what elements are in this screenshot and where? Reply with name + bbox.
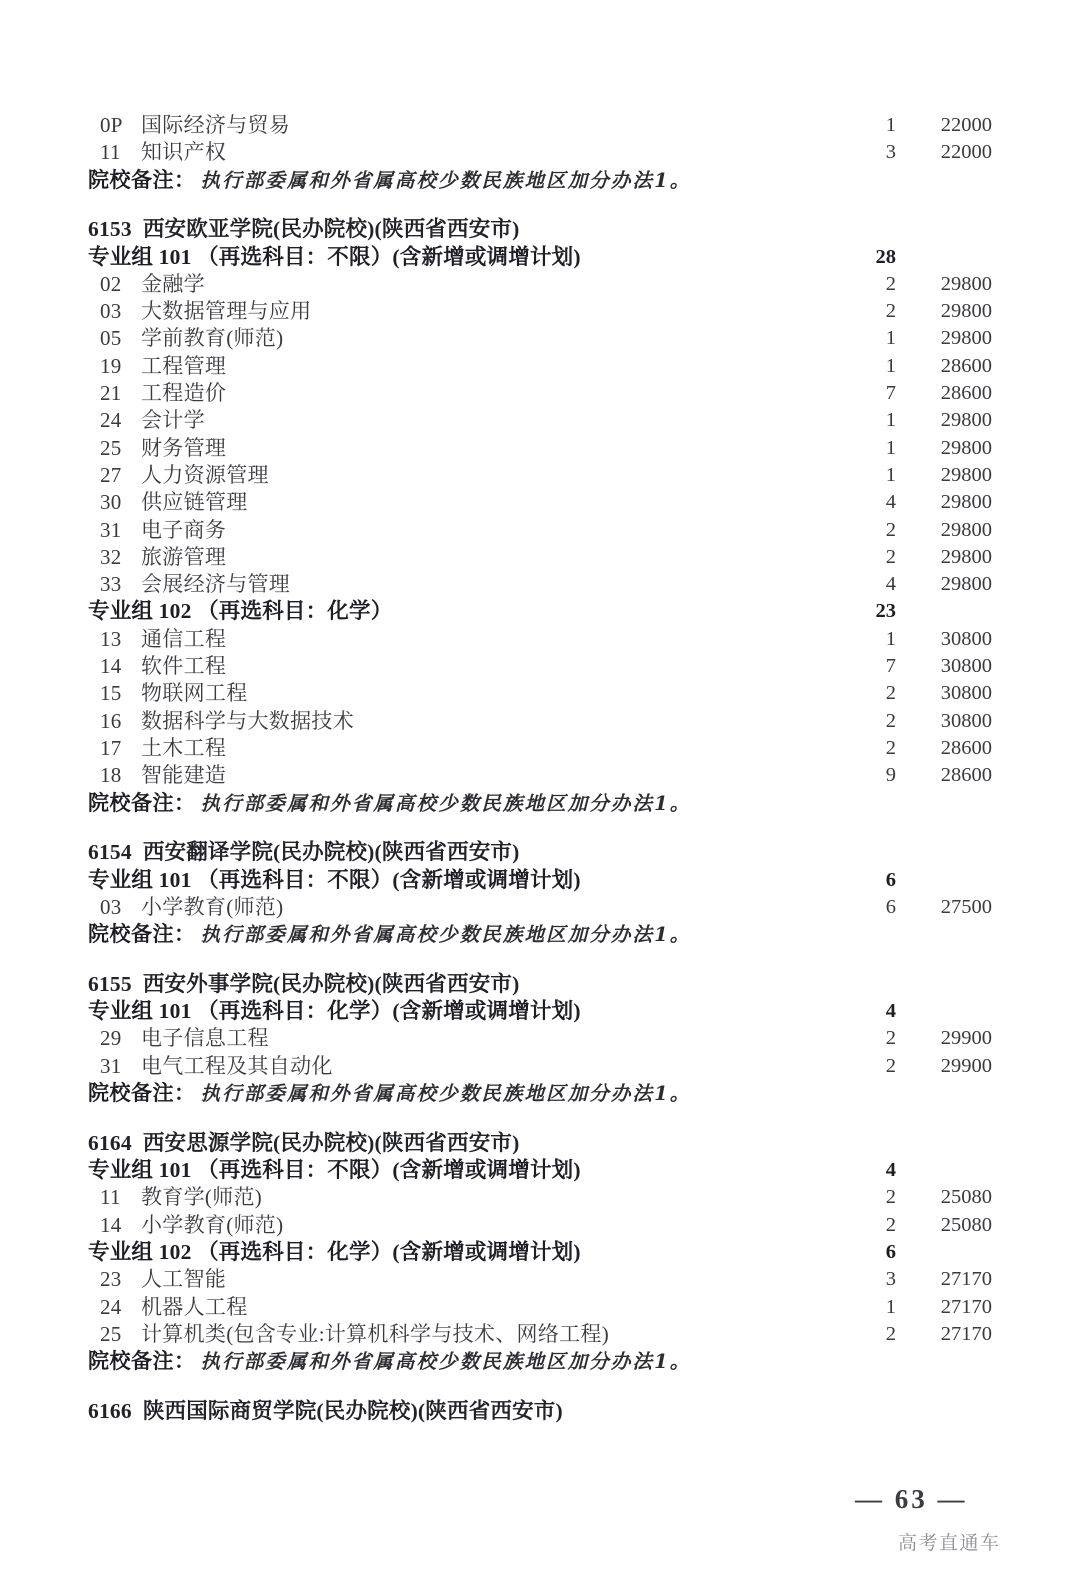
school-name: 西安外事学院(民办院校)(陕西省西安市) (142, 971, 520, 996)
school-note (88, 167, 691, 194)
major-name: 财务管理 (141, 435, 227, 460)
major-name: 工程造价 (141, 381, 227, 406)
major-plan-count: 2 (885, 300, 896, 323)
major-group-title: 专业组 101 （再选科目：不限）(含新增或调增计划) (88, 1158, 581, 1183)
major-plan-count: 1 (885, 114, 896, 136)
major-tuition: 28600 (940, 382, 992, 405)
major-tuition: 29800 (940, 463, 992, 486)
major-plan-count: 9 (885, 764, 896, 787)
school-note-label: 院校备注： (88, 1081, 196, 1106)
major-group-title: 专业组 102 （再选科目：化学） (88, 599, 393, 624)
school-note-label: 院校备注： (88, 1349, 196, 1374)
school-row (0, 839, 1080, 866)
major-code: 29 (100, 1026, 122, 1051)
major-plan-count: 2 (885, 1186, 896, 1209)
major-code: 30 (100, 490, 122, 515)
major-plan-count: 1 (885, 354, 896, 377)
major-row (0, 544, 1080, 571)
major-name: 国际经济与贸易 (141, 113, 291, 137)
major-entry (100, 298, 311, 325)
school-note-row (0, 167, 1080, 194)
major-entry (100, 571, 290, 598)
major-entry (100, 735, 226, 762)
major-plan-count: 2 (885, 1213, 896, 1236)
major-name: 数据科学与大数据技术 (141, 708, 354, 733)
major-row (0, 680, 1080, 707)
major-plan-count: 6 (885, 895, 896, 918)
major-row (0, 489, 1080, 516)
major-code: 13 (100, 626, 122, 651)
major-code: 18 (100, 763, 122, 788)
major-name: 物联网工程 (141, 681, 248, 706)
major-plan-count: 4 (885, 491, 896, 514)
major-plan-count: 1 (885, 463, 896, 486)
major-row (0, 708, 1080, 735)
major-name: 电子信息工程 (141, 1026, 269, 1051)
major-row (0, 353, 1080, 380)
major-plan-count: 2 (885, 545, 896, 568)
major-group-title: 专业组 101 （再选科目：化学）(含新增或调增计划) (88, 999, 581, 1024)
major-group-row (0, 998, 1080, 1025)
major-entry (100, 1025, 269, 1052)
major-name: 通信工程 (141, 626, 227, 651)
major-tuition: 28600 (940, 736, 992, 759)
major-row (0, 325, 1080, 352)
major-tuition: 30800 (940, 627, 992, 650)
major-name: 会计学 (141, 408, 205, 433)
major-entry (100, 112, 290, 139)
major-plan-count: 2 (885, 736, 896, 759)
major-entry (100, 1294, 248, 1321)
major-row (0, 298, 1080, 325)
major-row (0, 435, 1080, 462)
major-row (0, 1184, 1080, 1211)
major-tuition: 29800 (940, 272, 992, 295)
major-row (0, 894, 1080, 921)
major-row (0, 112, 1080, 139)
major-tuition: 27170 (940, 1268, 992, 1291)
major-plan-count: 4 (885, 573, 896, 596)
major-group-row (0, 244, 1080, 271)
major-name: 土木工程 (141, 735, 227, 760)
major-row (0, 626, 1080, 653)
major-tuition: 29900 (940, 1054, 992, 1077)
major-plan-count: 7 (885, 382, 896, 405)
school-row (0, 1398, 1080, 1425)
major-entry (100, 462, 269, 489)
major-tuition: 27500 (940, 895, 992, 918)
major-row (0, 1294, 1080, 1321)
group-plan-count: 6 (885, 1240, 896, 1263)
major-tuition: 30800 (940, 682, 992, 705)
major-tuition: 22000 (940, 141, 992, 164)
major-row (0, 1321, 1080, 1348)
major-entry (100, 708, 354, 735)
group-plan-count: 28 (875, 245, 896, 268)
major-tuition: 22000 (940, 114, 992, 136)
major-group-row (0, 598, 1080, 625)
school-code: 6153 (88, 217, 132, 242)
school-row (0, 1130, 1080, 1157)
major-name: 大数据管理与应用 (141, 299, 312, 324)
major-code: 32 (100, 544, 122, 569)
major-name: 供应链管理 (141, 490, 248, 515)
major-name: 机器人工程 (141, 1294, 248, 1319)
school-note-row (0, 921, 1080, 948)
school-name: 西安翻译学院(民办院校)(陕西省西安市) (142, 840, 520, 865)
major-group-row (0, 1239, 1080, 1266)
major-entry (100, 1053, 333, 1080)
major-name: 小学教育(师范) (141, 894, 284, 919)
school-note-body: 执行部委属和外省属高校少数民族地区加分办法1。 (200, 791, 692, 815)
school-note-label: 院校备注： (88, 790, 196, 815)
major-entry (100, 407, 205, 434)
major-entry (100, 544, 226, 571)
major-code: 19 (100, 353, 122, 378)
school-note-body: 执行部委属和外省属高校少数民族地区加分办法1。 (200, 1082, 692, 1106)
major-name: 人力资源管理 (141, 462, 269, 487)
major-plan-count: 2 (885, 1054, 896, 1077)
major-code: 15 (100, 681, 122, 706)
major-row (0, 380, 1080, 407)
major-code: 27 (100, 462, 122, 487)
major-entry (100, 1321, 609, 1348)
major-plan-count: 2 (885, 518, 896, 541)
major-tuition: 28600 (940, 764, 992, 787)
major-row (0, 1266, 1080, 1293)
major-name: 学前教育(师范) (141, 326, 284, 351)
school-note-label: 院校备注： (88, 922, 196, 947)
major-plan-count: 2 (885, 709, 896, 732)
major-entry (100, 435, 226, 462)
major-plan-count: 3 (885, 141, 896, 164)
major-tuition: 27170 (940, 1322, 992, 1345)
school-note (88, 1348, 691, 1375)
school-row (0, 971, 1080, 998)
major-entry (100, 653, 226, 680)
major-row (0, 1212, 1080, 1239)
major-code: 03 (100, 894, 122, 919)
major-tuition: 28600 (940, 354, 992, 377)
major-tuition: 29800 (940, 300, 992, 323)
major-name: 人工智能 (141, 1267, 227, 1292)
major-name: 会展经济与管理 (141, 572, 291, 597)
major-group-title: 专业组 102 （再选科目：化学）(含新增或调增计划) (88, 1239, 581, 1264)
major-tuition: 29800 (940, 491, 992, 514)
group-plan-count: 4 (885, 1159, 896, 1182)
major-name: 金融学 (141, 271, 205, 296)
major-code: 25 (100, 1321, 122, 1346)
major-entry (100, 380, 226, 407)
major-entry (100, 325, 283, 352)
major-row (0, 571, 1080, 598)
major-plan-count: 1 (885, 327, 896, 350)
major-tuition: 29800 (940, 436, 992, 459)
school-note-body: 执行部委属和外省属高校少数民族地区加分办法1。 (200, 923, 692, 947)
major-row (0, 517, 1080, 544)
group-plan-count: 23 (875, 600, 896, 623)
major-code: 21 (100, 381, 122, 406)
school-title (88, 1130, 519, 1157)
major-plan-count: 1 (885, 1295, 896, 1318)
major-plan-count: 2 (885, 1322, 896, 1345)
major-tuition: 29800 (940, 409, 992, 432)
major-code: 11 (100, 140, 121, 165)
major-plan-count: 7 (885, 655, 896, 678)
school-note (88, 1080, 691, 1107)
major-plan-count: 1 (885, 409, 896, 432)
major-row (0, 1025, 1080, 1052)
major-code: 17 (100, 735, 122, 760)
major-group-row (0, 867, 1080, 894)
school-note-row (0, 1080, 1080, 1107)
major-code: 24 (100, 408, 122, 433)
group-plan-count: 6 (885, 868, 896, 891)
school-name: 西安欧亚学院(民办院校)(陕西省西安市) (142, 217, 520, 242)
major-code: 03 (100, 299, 122, 324)
school-title (88, 839, 519, 866)
major-code: 24 (100, 1294, 122, 1319)
major-name: 旅游管理 (141, 544, 227, 569)
major-entry (100, 762, 226, 789)
major-name: 计算机类(包含专业:计算机科学与技术、网络工程) (141, 1321, 610, 1346)
school-code: 6154 (88, 840, 132, 865)
major-entry (100, 517, 226, 544)
group-plan-count: 4 (885, 1000, 896, 1023)
major-code: 05 (100, 326, 122, 351)
major-row (0, 653, 1080, 680)
major-code: 14 (100, 654, 122, 679)
major-entry (100, 1212, 283, 1239)
school-code: 6166 (88, 1398, 132, 1423)
major-tuition: 29800 (940, 573, 992, 596)
major-code: 31 (100, 517, 122, 542)
major-name: 电气工程及其自动化 (141, 1053, 333, 1078)
major-tuition: 25080 (940, 1186, 992, 1209)
major-code: 16 (100, 708, 122, 733)
major-plan-count: 1 (885, 436, 896, 459)
major-tuition: 29900 (940, 1027, 992, 1050)
major-code: 11 (100, 1185, 121, 1210)
major-code: 14 (100, 1212, 122, 1237)
major-entry (100, 271, 205, 298)
school-note (88, 921, 691, 948)
school-title (88, 216, 519, 243)
major-tuition: 30800 (940, 709, 992, 732)
major-tuition: 30800 (940, 655, 992, 678)
school-row (0, 216, 1080, 243)
major-entry (100, 1266, 226, 1293)
major-tuition: 29800 (940, 518, 992, 541)
school-title (88, 971, 519, 998)
major-plan-count: 1 (885, 627, 896, 650)
major-tuition: 25080 (940, 1213, 992, 1236)
major-group-title: 专业组 101 （再选科目：不限）(含新增或调增计划) (88, 244, 581, 269)
major-plan-count: 2 (885, 682, 896, 705)
major-plan-count: 2 (885, 1027, 896, 1050)
major-row (0, 762, 1080, 789)
watermark-label: 高考直通车 (898, 1533, 1001, 1554)
school-name: 陕西国际商贸学院(民办院校)(陕西省西安市) (142, 1398, 563, 1423)
major-row (0, 271, 1080, 298)
page-number: — 63 — (855, 1484, 968, 1514)
major-tuition: 29800 (940, 327, 992, 350)
major-code: 02 (100, 271, 122, 296)
major-name: 知识产权 (141, 140, 227, 165)
major-entry (100, 680, 248, 707)
major-row (0, 735, 1080, 762)
major-entry (100, 139, 226, 166)
major-entry (100, 626, 226, 653)
school-code: 6155 (88, 971, 132, 996)
major-name: 电子商务 (141, 517, 227, 542)
school-note-row (0, 1348, 1080, 1375)
major-entry (100, 1184, 262, 1211)
major-entry (100, 353, 226, 380)
major-row (0, 462, 1080, 489)
school-note-body: 执行部委属和外省属高校少数民族地区加分办法1。 (200, 1350, 692, 1374)
major-name: 小学教育(师范) (141, 1212, 284, 1237)
major-tuition: 27170 (940, 1295, 992, 1318)
major-group-title: 专业组 101 （再选科目：不限）(含新增或调增计划) (88, 867, 581, 892)
major-group-row (0, 1157, 1080, 1184)
major-row (0, 407, 1080, 434)
major-name: 智能建造 (141, 763, 227, 788)
major-plan-count: 2 (885, 272, 896, 295)
major-code: 0P (100, 113, 123, 137)
school-name: 西安思源学院(民办院校)(陕西省西安市) (142, 1130, 520, 1155)
school-note-row (0, 790, 1080, 817)
major-entry (100, 894, 283, 921)
school-title (88, 1398, 563, 1425)
major-entry (100, 489, 248, 516)
major-tuition: 29800 (940, 545, 992, 568)
school-code: 6164 (88, 1130, 132, 1155)
school-note-label: 院校备注： (88, 167, 196, 192)
major-name: 软件工程 (141, 654, 227, 679)
major-code: 23 (100, 1267, 122, 1292)
major-plan-count: 3 (885, 1268, 896, 1291)
major-name: 工程管理 (141, 353, 227, 378)
school-note-body: 执行部委属和外省属高校少数民族地区加分办法1。 (200, 168, 692, 192)
major-row (0, 1053, 1080, 1080)
major-code: 33 (100, 572, 122, 597)
major-code: 25 (100, 435, 122, 460)
school-note (88, 790, 691, 817)
major-code: 31 (100, 1053, 122, 1078)
major-row (0, 139, 1080, 166)
major-name: 教育学(师范) (141, 1185, 263, 1210)
